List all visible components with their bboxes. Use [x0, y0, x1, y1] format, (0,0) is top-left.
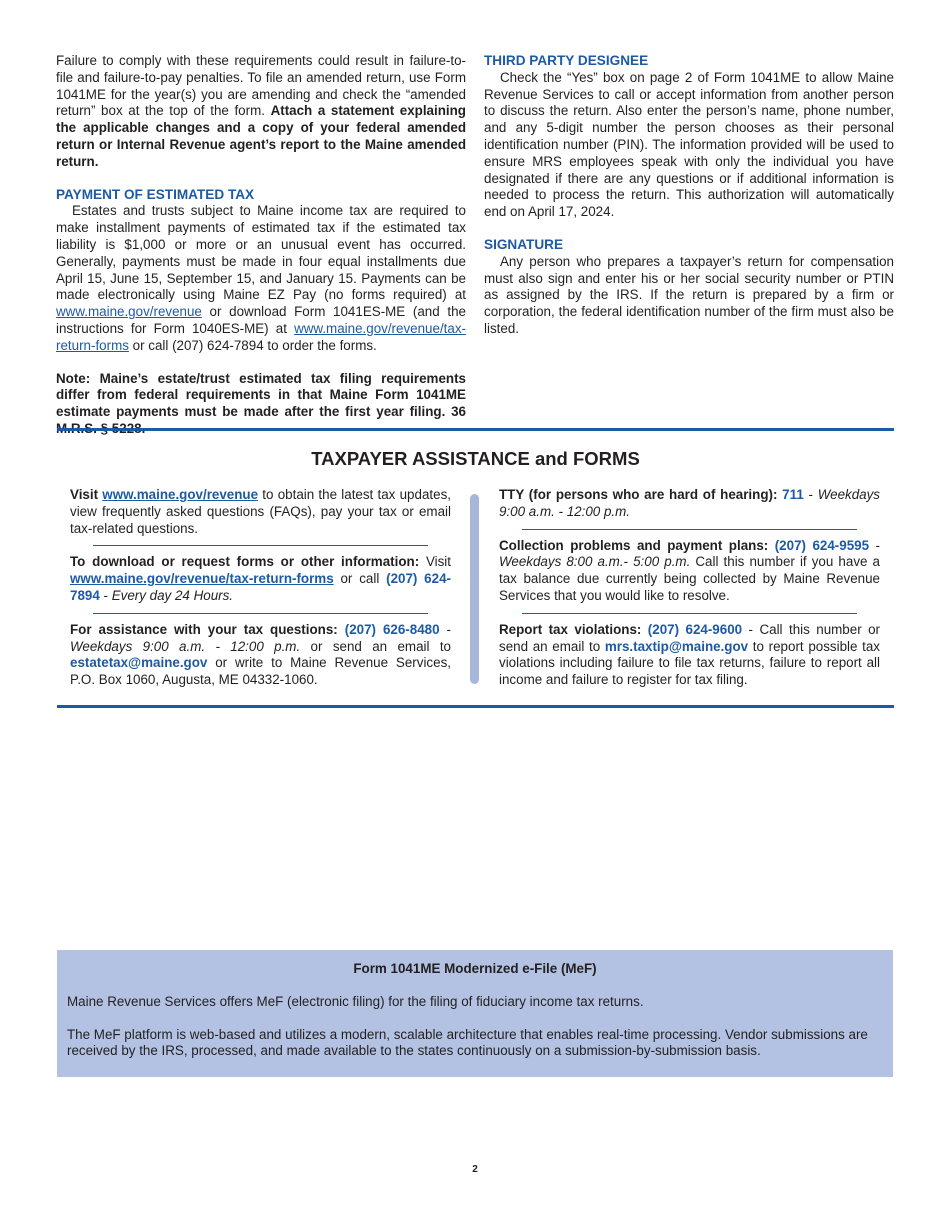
- estimated-tax-note: Note: Maine’s estate/trust estimated tax filing requirements differ from federal requirements in that Maine Form 1041ME estimate payments must be made after the first year filing. 36: [56, 370, 466, 420]
- mef-title: Form 1041ME Modernized e-File (MeF): [353, 961, 597, 976]
- divider: [93, 545, 428, 546]
- left-column: [56, 53, 466, 438]
- estimated-tax-heading: PAYMENT OF ESTIMATED TAX: [56, 186, 255, 202]
- tax-questions-item: For assistance with your tax questions: (207) 626-8480 - Weekdays 9:00 a.m. - 12:00 p.m. or send an email to estatetax@maine.gov or write to Maine Revenue Services, P.O. Box 1060, Augusta, ME 04332-1060.: [70, 621, 451, 688]
- amended-return-paragraph: Failure to comply with these requirements could result in failure-to-file and failure-to-pay penalties. To file an amended return, use Form 1041ME for the year(s) you are amending and check the “amended return” box at the top of the form. Attach a statement explaining the applicable changes and a copy of your federal amended return or Internal Revenue agent’s report to the Maine amended return.: [56, 53, 466, 169]
- divider: [522, 529, 857, 530]
- taxtip-email[interactable]: mrs.taxtip@maine.gov: [604, 638, 749, 654]
- assistance-right-column: [499, 487, 880, 689]
- tax-violations-item: Report tax violations: (207) 624-9600 - Call this number or send an email to mrs.taxtip@maine.gov to report possible tax violations including failure to file tax returns, failure to report all income and failure to register for tax filing.: [499, 621, 881, 688]
- revenue-link[interactable]: www.maine.gov/revenue: [56, 304, 202, 320]
- forms-phone: (207) 624-7894: [70, 571, 451, 603]
- third-party-designee-paragraph: Check the “Yes” box on page 2 of Form 1041ME to allow Maine Revenue Services to call or accept information from another person to discuss the return. Also enter the person’s name, phone number, and any 5-digit number the person chooses as their personal identification number (PIN). The information provided will be used to ensure MRS employees speak with only the individual you have designated if there are any questions or if additional information is needed to process the return. This authorization will automatically end on April 17, 2024.: [484, 69, 894, 220]
- mef-paragraph-2: The MeF platform is web-based and utilizes a modern, scalable architecture that enables real-time processing. Vendor submissions are received by the IRS, processed, and made available to the states continuously on a submission-by-submission basis.: [67, 1026, 868, 1059]
- estimated-tax-paragraph: Estates and trusts subject to Maine income tax are required to make installment payments of estimated tax if the estimated tax liability is $1,000 or more or an unusual event has occurred. Generally, payments must be made in four equal installments due April 15, June 15, September 15, and January 15. Payments can be made electronically using Maine EZ Pay (no forms required) at www.maine.gov/revenue or download Form 1041ES-ME (and the instructions for Form 1040ES-ME) at www.maine.gov/revenue/tax-return-forms or call (207) 624-7894 to order the forms.: [56, 203, 466, 353]
- tty-number: 711: [777, 487, 804, 502]
- mef-paragraph-1: Maine Revenue Services offers MeF (electronic filing) for the filing of fiduciary income tax returns.: [67, 993, 644, 1009]
- tty-item: TTY (for persons who are hard of hearing): 711 - Weekdays 9:00 a.m. - 12:00 p.m.: [499, 487, 880, 519]
- assistance-top-rule: [57, 428, 894, 431]
- assistance-forms-link[interactable]: www.maine.gov/revenue/tax-return-forms: [70, 571, 334, 587]
- signature-heading: SIGNATURE: [484, 236, 564, 252]
- column-divider-bar: [470, 494, 479, 684]
- divider: [522, 613, 857, 614]
- third-party-designee-heading: THIRD PARTY DESIGNEE: [484, 53, 649, 68]
- collection-item: Collection problems and payment plans: (207) 624-9595 - Weekdays 8:00 a.m.- 5:00 p.m. Call this number if you have a tax balance due currently being collected by Maine Revenue Services that you would like to resolve.: [499, 537, 881, 603]
- assistance-revenue-link[interactable]: www.maine.gov/revenue: [102, 487, 259, 502]
- violations-phone: (207) 624-9600: [641, 621, 743, 637]
- divider: [93, 613, 428, 614]
- estatetax-email[interactable]: estatetax@maine.gov: [70, 655, 208, 671]
- download-forms-item: To download or request forms or other information: Visit www.maine.gov/revenue/tax-return-forms or call (207) 624-7894 - Every day 24 Hours.: [70, 554, 451, 603]
- collection-phone: (207) 624-9595: [768, 537, 870, 553]
- right-column: [484, 53, 894, 338]
- amended-return-bold-text: Attach a statement explaining the applicable changes and a copy of your federal amended return or Internal Revenue agent’s report to the Maine amended return.: [56, 103, 466, 169]
- tax-return-forms-link[interactable]: www.maine.gov/revenue/tax-return-forms: [56, 320, 466, 353]
- page-number: 2: [472, 1164, 478, 1175]
- visit-website-item: Visit www.maine.gov/revenue to obtain the latest tax updates, view frequently asked questions (FAQs), pay your tax or email tax-related questions.: [70, 487, 451, 536]
- assistance-title: TAXPAYER ASSISTANCE and FORMS: [311, 448, 640, 469]
- signature-paragraph: Any person who prepares a taxpayer’s return for compensation must also sign and enter his or her social security number or PTIN as assigned by the IRS. If the return is prepared by a firm or corporation, the federal identification number of the firm must also be listed.: [484, 253, 894, 336]
- questions-phone: (207) 626-8480: [337, 621, 440, 637]
- assistance-left-column: [70, 487, 451, 689]
- mef-panel: [57, 950, 893, 1077]
- assistance-bottom-rule: [57, 705, 894, 708]
